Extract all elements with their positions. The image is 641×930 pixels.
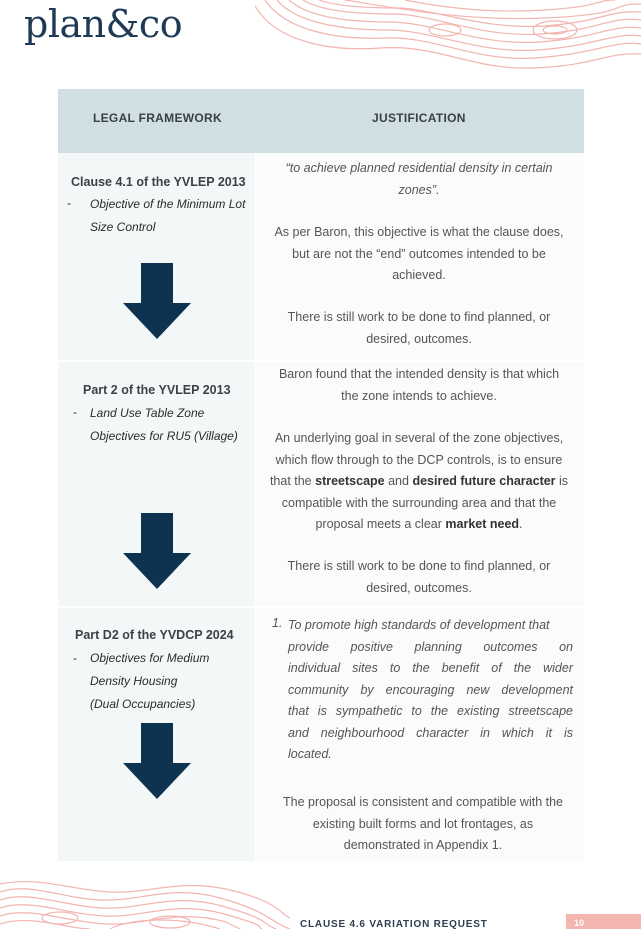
text-fragment: and [384,474,413,488]
text-line: that is sympathetic to the existing streetscape [288,704,573,718]
text-line: community by encouraging new development [288,682,573,697]
down-arrow-icon [123,263,191,339]
text-line [260,514,578,536]
text-line [260,471,578,493]
text-fragment: is [555,474,569,488]
row-divider [58,360,584,362]
text-line: An underlying goal in several of the zone objectives, [274,431,564,445]
text-line: Baron found that the intended density is that which [278,367,560,381]
justification-paragraph [260,307,578,350]
contour-lines-decoration-top [255,0,641,72]
clause-title: Part 2 of the YVLEP 2013 [83,383,231,397]
text-line: which flow through to the DCP controls, is to ensure [275,452,563,467]
down-arrow-icon [123,723,191,799]
bold-term: desired future character [412,474,556,488]
justification-paragraph [260,222,578,287]
text-line: “to achieve planned residential density in certain [285,161,553,175]
justification-quote [260,158,578,201]
text-line: the zone intends to achieve. [341,388,497,403]
bullet-dash: - [73,405,77,419]
clause-subtitle-line: Density Housing [90,674,178,688]
text-line: desired, outcomes. [366,580,472,595]
legal-framework-table [58,89,584,861]
footer-title: CLAUSE 4.6 VARIATION REQUEST [300,919,488,930]
justification-paragraph [264,792,582,857]
text-line: existing built forms and lot frontages, as [312,816,534,831]
column-divider [255,153,256,861]
down-arrow-icon [123,513,191,589]
text-line: As per Baron, this objective is what the clause does, [274,225,564,239]
objective-list-item [288,615,573,766]
list-number: 1. [272,616,283,630]
clause-title: Clause 4.1 of the YVLEP 2013 [71,175,246,189]
page-number: 10 [574,918,585,928]
text-line: There is still work to be done to find planned, or [287,559,551,573]
text-line: provide positive planning outcomes on [288,639,573,654]
text-line: zones”. [398,182,440,197]
clause-title: Part D2 of the YVDCP 2024 [75,628,234,642]
justification-paragraph [260,364,578,407]
row-divider [58,606,584,608]
table-header [58,89,584,153]
logo: plan&co [24,2,183,46]
justification-paragraph [260,556,578,599]
text-line: compatible with the surrounding area and that the [281,495,557,510]
header-legal-framework: LEGAL FRAMEWORK [93,111,222,125]
clause-subtitle-line: Objectives for Medium [90,651,210,665]
text-line: but are not the “end” outcomes intended to be [292,246,546,261]
text-fragment: that the [269,474,316,488]
text-line: achieved. [392,268,446,282]
text-fragment: . [519,517,523,531]
contour-lines-decoration-bottom [0,878,290,929]
header-justification: JUSTIFICATION [372,111,466,125]
text-line: desired, outcomes. [366,331,472,346]
bullet-dash: - [73,651,77,665]
clause-subtitle-line: Land Use Table Zone [90,406,205,420]
text-line: There is still work to be done to find planned, or [287,310,551,324]
bold-term: streetscape [315,474,385,488]
clause-subtitle-line: (Dual Occupancies) [90,697,196,711]
text-line: The proposal is consistent and compatible with the [282,795,564,809]
text-line: individual sites to the benefit of the wider [288,661,573,675]
text-fragment: proposal meets a clear [315,517,446,531]
text-line: and neighbourhood character in which it is [288,725,573,740]
bold-term: market need [445,517,520,531]
justification-paragraph [260,428,578,536]
text-line: demonstrated in Appendix 1. [343,838,503,852]
text-line: located. [288,747,332,761]
text-line: To promote high standards of development that [288,618,550,632]
clause-subtitle-line: Objectives for RU5 (Village) [90,429,238,443]
clause-subtitle-line: Size Control [90,220,156,234]
bullet-dash: - [67,196,71,210]
clause-subtitle-line: Objective of the Minimum Lot [90,197,246,211]
